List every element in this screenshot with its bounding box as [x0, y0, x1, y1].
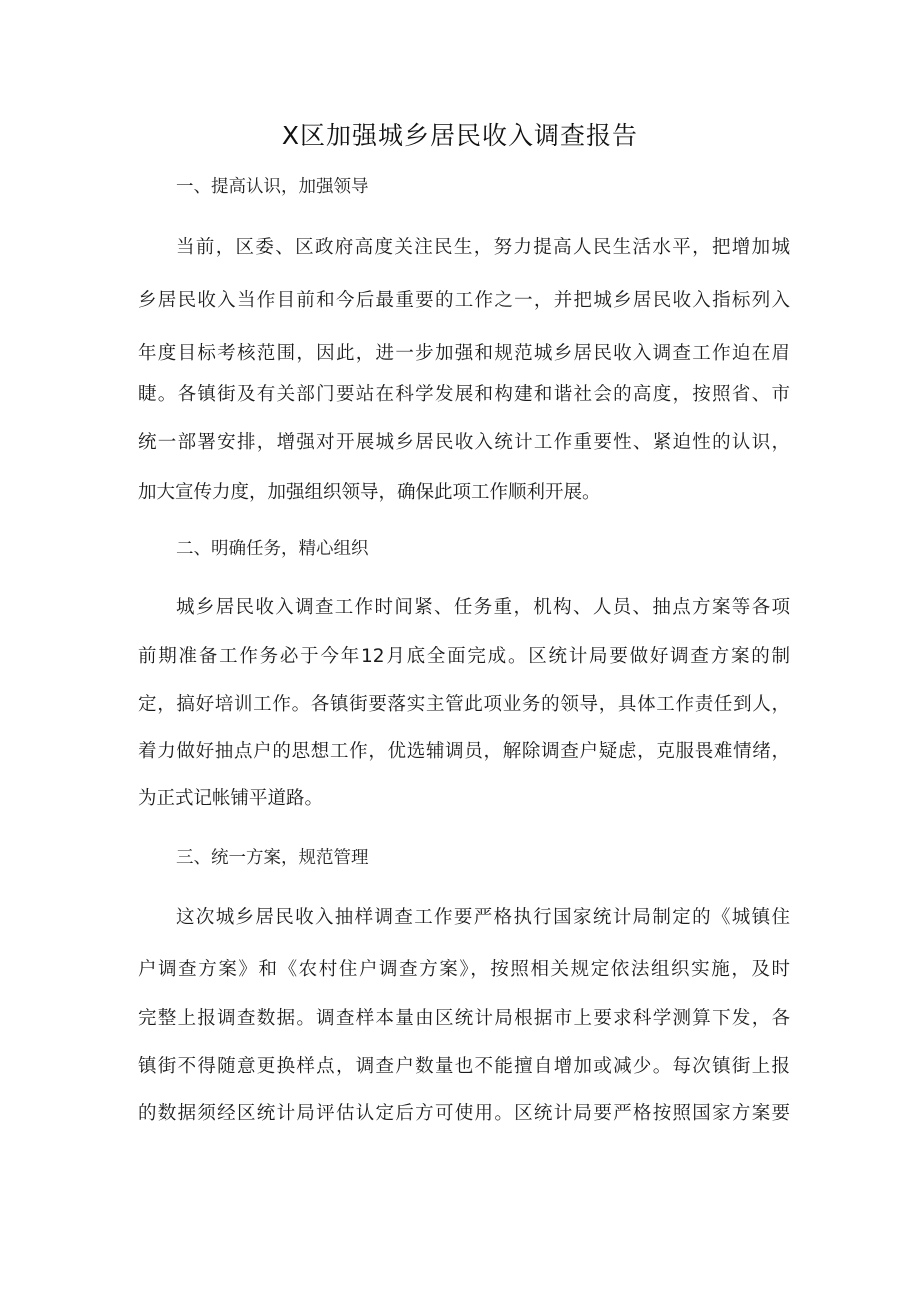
paragraph-line: 定，搞好培训工作。各镇街要落实主管此项业务的领导，具体工作责任到人，	[138, 694, 790, 715]
paragraph-line: 当前，区委、区政府高度关注民生，努力提高人民生活水平，把增加城	[176, 237, 790, 258]
paragraph-line: 镇街不得随意更换样点，调查户数量也不能擅自增加或减少。每次镇街上报	[138, 1056, 790, 1077]
paragraph-line: 统一部署安排，增强对开展城乡居民收入统计工作重要性、紧迫性的认识，	[138, 432, 790, 453]
document-title: X区加强城乡居民收入调查报告	[281, 121, 639, 150]
paragraph-line: 完整上报调查数据。调查样本量由区统计局根据市上要求科学测算下发，各	[138, 1008, 790, 1029]
paragraph-line: 年度目标考核范围，因此，进一步加强和规范城乡居民收入调查工作迫在眉	[138, 343, 790, 364]
paragraph-line: 着力做好抽点户的思想工作，优选辅调员，解除调查户疑虑，克服畏难情绪，	[138, 741, 790, 762]
paragraph-line: 这次城乡居民收入抽样调查工作要严格执行国家统计局制定的《城镇住	[176, 907, 790, 928]
paragraph-line: 加大宣传力度，加强组织领导，确保此项工作顺利开展。	[138, 482, 601, 503]
paragraph-line: 乡居民收入当作目前和今后最重要的工作之一，并把城乡居民收入指标列入	[138, 290, 790, 311]
section-heading-1: 一、提高认识，加强领导	[176, 177, 369, 197]
paragraph-line: 为正式记帐铺平道路。	[138, 788, 324, 809]
paragraph-line: 睫。各镇街及有关部门要站在科学发展和构建和谐社会的高度，按照省、市	[138, 384, 790, 405]
section-heading-3: 三、统一方案，规范管理	[176, 848, 369, 868]
paragraph-line: 户调查方案》和《农村住户调查方案》，按照相关规定依法组织实施，及时	[138, 959, 790, 980]
paragraph-line: 城乡居民收入调查工作时间紧、任务重，机构、人员、抽点方案等各项	[176, 597, 790, 618]
paragraph-line: 前期准备工作务必于今年12月底全面完成。区统计局要做好调查方案的制	[138, 646, 790, 667]
section-heading-2: 二、明确任务，精心组织	[176, 539, 369, 559]
paragraph-line: 的数据须经区统计局评估认定后方可使用。区统计局要严格按照国家方案要	[138, 1103, 790, 1124]
